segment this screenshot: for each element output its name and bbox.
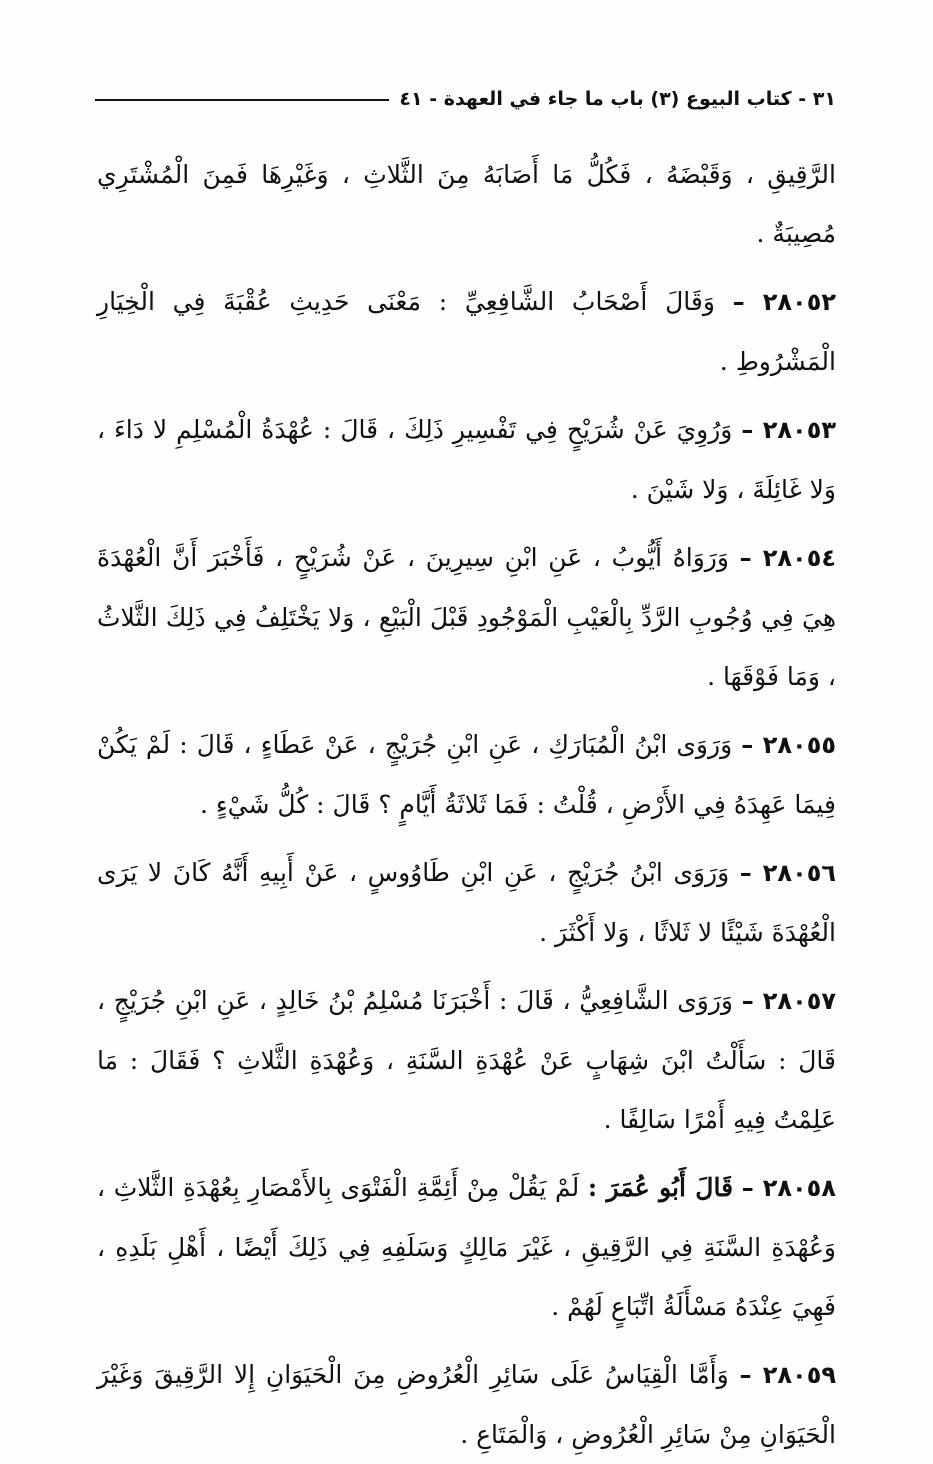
- paragraph-28054: [97, 528, 836, 706]
- paragraph-number: ٢٨٠٥٣ –: [741, 416, 836, 444]
- paragraph-28059: [97, 1345, 836, 1464]
- paragraph-lead-bold: قَالَ أَبُو عُمَرَ :: [587, 1173, 734, 1202]
- paragraph-number: ٢٨٠٥٢ –: [732, 288, 836, 316]
- paragraph-text: الرَّقِيقِ ، وَقَبْضَهُ ، فَكُلُّ مَا أَصَابَهُ مِنَ الثَّلاثِ ، وَغَيْرِهَا فَمِنَ الْمُشْتَرِي مُصِيبَةٌ .: [97, 160, 836, 248]
- paragraph-28058: [97, 1158, 836, 1336]
- paragraph-text: وَرَوَى ابْنُ جُرَيْجٍ ، عَنِ ابْنِ طَاوُوسٍ ، عَنْ أَبِيهِ أَنَّهُ كَانَ لا يَرَى الْعُهْدَةَ شَيْئًا لا ثَلاثًا ، وَلا أَكْثَرَ .: [97, 858, 836, 947]
- running-title: ٣١ - كتاب البيوع (٣) باب ما جاء في العهدة - ٤١: [399, 88, 836, 110]
- paragraph-text: وَقَالَ أَصْحَابُ الشَّافِعِيِّ : مَعْنَى حَدِيثِ عُقْبَةَ فِي الْخِيَارِ الْمَشْرُوطِ .: [97, 287, 836, 376]
- paragraph-28056: [97, 843, 836, 962]
- paragraph-28053: [97, 400, 836, 519]
- paragraph-28052: [97, 272, 836, 391]
- page-body: [97, 145, 836, 1464]
- header-rule: [95, 99, 389, 101]
- paragraph-number: ٢٨٠٥٤ –: [739, 544, 836, 572]
- paragraph-text: لَمْ يَقُلْ مِنْ أَئِمَّةِ الْفَتْوَى بِالأَمْصَارِ بِعُهْدَةِ الثَّلاثِ ، وَعُهْدَةِ السَّنَةِ فِي الرَّقِيقِ ، غَيْرَ مَالِكٍ وَسَلَفِهِ فِي ذَلِكَ أَيْضًا ، أَهْلِ بَلَدِهِ ، فَهِيَ عِنْدَهُ مَسْأَلَةُ اتِّبَاعٍ لَهُمْ .: [97, 1173, 836, 1321]
- paragraph-text: وَأَمَّا الْقِيَاسُ عَلَى سَائِرِ الْعُرُوضِ مِنَ الْحَيَوَانِ إِلا الرَّقِيقَ وَغَيْرَ الْحَيَوَانِ مِنْ سَائِرِ الْعُرُوضِ ، وَالْمَتَاعِ .: [97, 1360, 836, 1449]
- paragraph-28055: [97, 715, 836, 834]
- paragraph-continuation: [97, 145, 836, 263]
- paragraph-number: ٢٨٠٥٨ –: [741, 1174, 836, 1202]
- paragraph-number: ٢٨٠٥٥ –: [741, 731, 836, 759]
- paragraph-text: وَرَوَى ابْنُ الْمُبَارَكِ ، عَنِ ابْنِ جُرَيْجٍ ، عَنْ عَطَاءٍ ، قَالَ : لَمْ يَكُنْ فِيمَا عَهِدَهُ فِي الأَرْضِ ، قُلْتُ : فَمَا ثَلاثَةُ أَيَّامٍ ؟ قَالَ : كُلُّ شَيْءٍ .: [97, 730, 836, 819]
- paragraph-number: ٢٨٠٥٦ –: [739, 859, 837, 887]
- paragraph-text: وَرَوَاهُ أَيُّوبُ ، عَنِ ابْنِ سِيرِينَ ، عَنْ شُرَيْحٍ ، فَأَخْبَرَ أَنَّ الْعُهْدَةَ هِيَ فِي وُجُوبِ الرَّدِّ بِالْعَيْبِ الْمَوْجُودِ قَبْلَ الْبَيْعِ ، وَلا يَخْتَلِفُ فِي ذَلِكَ الثَّلاثُ ، وَمَا فَوْقَهَا .: [97, 543, 836, 691]
- paragraph-number: ٢٨٠٥٩ –: [739, 1361, 836, 1389]
- paragraph-text: وَرَوَى الشَّافِعِيُّ ، قَالَ : أَخْبَرَنَا مُسْلِمُ بْنُ خَالِدٍ ، عَنِ ابْنِ جُرَيْجٍ ، قَالَ : سَأَلْتُ ابْنَ شِهَابٍ عَنْ عُهْدَةِ السَّنَةِ ، وَعُهْدَةِ الثَّلاثِ ؟ فَقَالَ : مَا عَلِمْتُ فِيهِ أَمْرًا سَالِفًا .: [97, 986, 836, 1134]
- running-header: [95, 84, 836, 114]
- paragraph-number: ٢٨٠٥٧ –: [741, 987, 837, 1015]
- paragraph-text: وَرُوِيَ عَنْ شُرَيْحٍ فِي تَفْسِيرِ ذَلِكَ ، قَالَ : عُهْدَةُ الْمُسْلِمِ لا دَاءَ ، وَلا غَائِلَةَ ، وَلا شَيْنَ .: [97, 415, 836, 504]
- paragraph-28057: [97, 971, 836, 1149]
